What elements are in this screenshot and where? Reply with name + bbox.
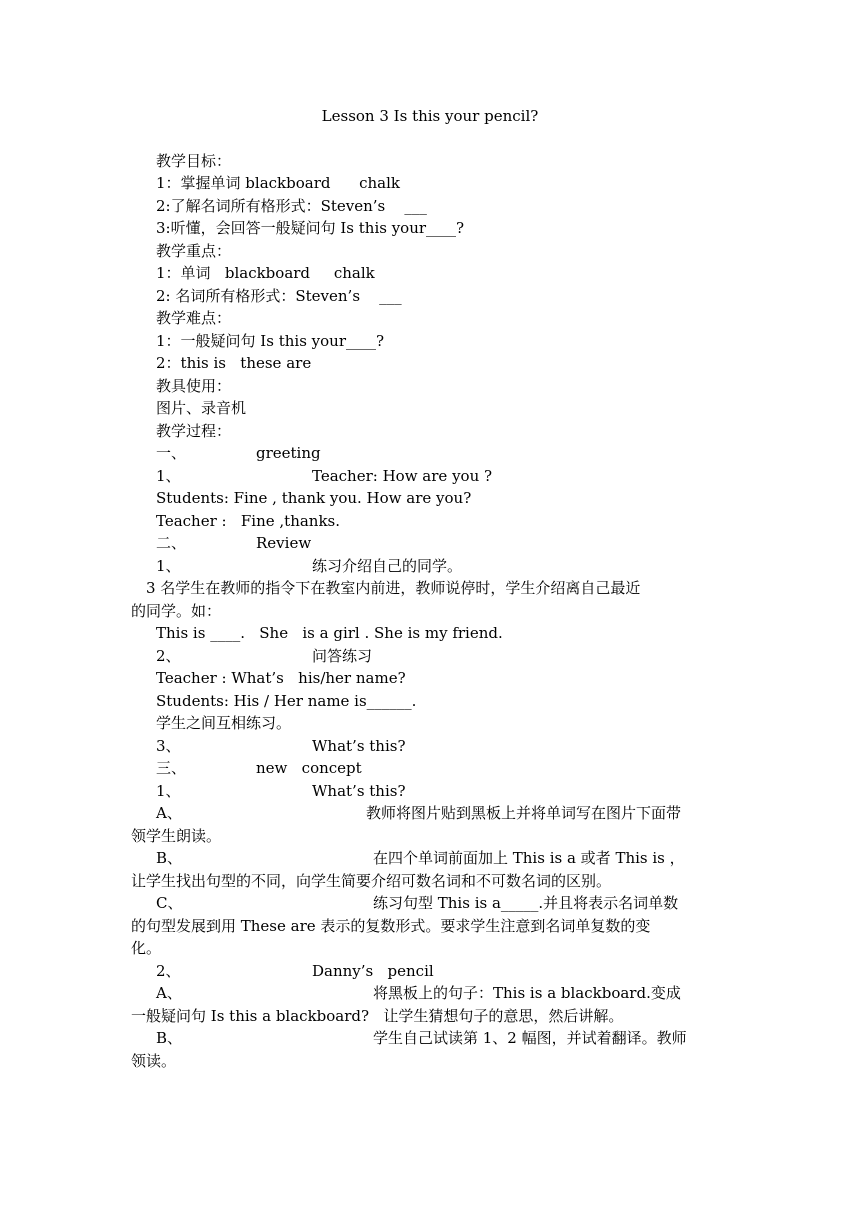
tools-content: 图片、录音机	[156, 399, 247, 417]
section-1-title: greeting	[256, 444, 321, 462]
s3-c-wrap-2: 化。	[131, 939, 162, 957]
process-heading: 教学过程：	[156, 422, 232, 440]
lesson-title: Lesson 3 Is this your pencil?	[321, 107, 539, 125]
s1-teacher-line: Teacher : Fine ,thanks.	[156, 512, 341, 530]
difficulty-item-1: 1：一般疑问句 Is this your____?	[156, 332, 385, 350]
s3-a-wrap: 领学生朗读。	[131, 827, 222, 845]
s1-item-1-number: 1、	[156, 467, 181, 485]
s2-item-1-number: 1、	[156, 557, 181, 575]
section-1-number: 一、	[156, 444, 187, 462]
s3-2b-text: 学生自己试读第 1、2 幅图，并试着翻译。教师	[373, 1029, 687, 1047]
s3-item-1-text: What’s this?	[312, 782, 406, 800]
s3-b-wrap: 让学生找出句型的不同，向学生简要介绍可数名词和不可数名词的区别。	[131, 872, 612, 890]
objective-item-3: 3:听懂，会回答一般疑问句 Is this your____?	[156, 219, 465, 237]
s2-paragraph-line-2: 的同学。如：	[131, 602, 222, 620]
s3-a-number: A、	[156, 804, 182, 822]
key-point-item-2: 2: 名词所有格形式：Steven’s ___	[156, 287, 402, 305]
section-2-number: 二、	[156, 534, 187, 552]
s1-item-1-text: Teacher: How are you ?	[312, 467, 493, 485]
s1-students-line: Students: Fine , thank you. How are you?	[156, 489, 472, 507]
s2-paragraph-line-1: 3 名学生在教师的指令下在教室内前进，教师说停时，学生介绍离自己最近	[146, 579, 641, 597]
s2-example-line: This is ____. She is a girl . She is my friend.	[156, 624, 503, 642]
s3-b-number: B、	[156, 849, 183, 867]
key-points-heading: 教学重点：	[156, 242, 232, 260]
s3-2a-text: 将黑板上的句子：This is a blackboard.变成	[373, 984, 681, 1002]
s3-c-text: 练习句型 This is a_____.并且将表示名词单数	[373, 894, 679, 912]
s2-item-1-text: 练习介绍自己的同学。	[312, 557, 463, 575]
s2-students-answer: Students: His / Her name is______.	[156, 692, 417, 710]
s2-item-2-text: 问答练习	[312, 647, 373, 665]
s3-2a-wrap: 一般疑问句 Is this a blackboard? 让学生猜想句子的意思，然后讲解。	[131, 1007, 624, 1025]
difficulties-heading: 教学难点：	[156, 309, 232, 327]
s3-b-text: 在四个单词前面加上 This is a 或者 This is ，	[373, 849, 685, 867]
section-2-title: Review	[256, 534, 312, 552]
tools-heading: 教具使用：	[156, 377, 232, 395]
s2-item-2-number: 2、	[156, 647, 181, 665]
s2-teacher-question: Teacher : What’s his/her name?	[156, 669, 406, 687]
objective-item-2: 2:了解名词所有格形式：Steven’s ___	[156, 197, 427, 215]
s2-practice-line: 学生之间互相练习。	[156, 714, 292, 732]
section-3-number: 三、	[156, 759, 187, 777]
s3-item-1-number: 1、	[156, 782, 181, 800]
section-3-title: new concept	[256, 759, 362, 777]
s3-a-text: 教师将图片贴到黑板上并将单词写在图片下面带	[366, 804, 682, 822]
difficulty-item-2: 2：this is these are	[156, 354, 312, 372]
s3-item-2-number: 2、	[156, 962, 181, 980]
objective-item-1: 1：掌握单词 blackboard chalk	[156, 174, 400, 192]
key-point-item-1: 1：单词 blackboard chalk	[156, 264, 375, 282]
objectives-heading: 教学目标：	[156, 152, 232, 170]
s3-c-wrap-1: 的句型发展到用 These are 表示的复数形式。要求学生注意到名词单复数的变	[131, 917, 651, 935]
s2-item-3-number: 3、	[156, 737, 181, 755]
s3-2b-number: B、	[156, 1029, 183, 1047]
s3-2a-number: A、	[156, 984, 182, 1002]
s3-2b-wrap: 领读。	[131, 1052, 177, 1070]
s2-item-3-text: What’s this?	[312, 737, 406, 755]
s3-c-number: C、	[156, 894, 183, 912]
s3-item-2-text: Danny’s pencil	[312, 962, 434, 980]
